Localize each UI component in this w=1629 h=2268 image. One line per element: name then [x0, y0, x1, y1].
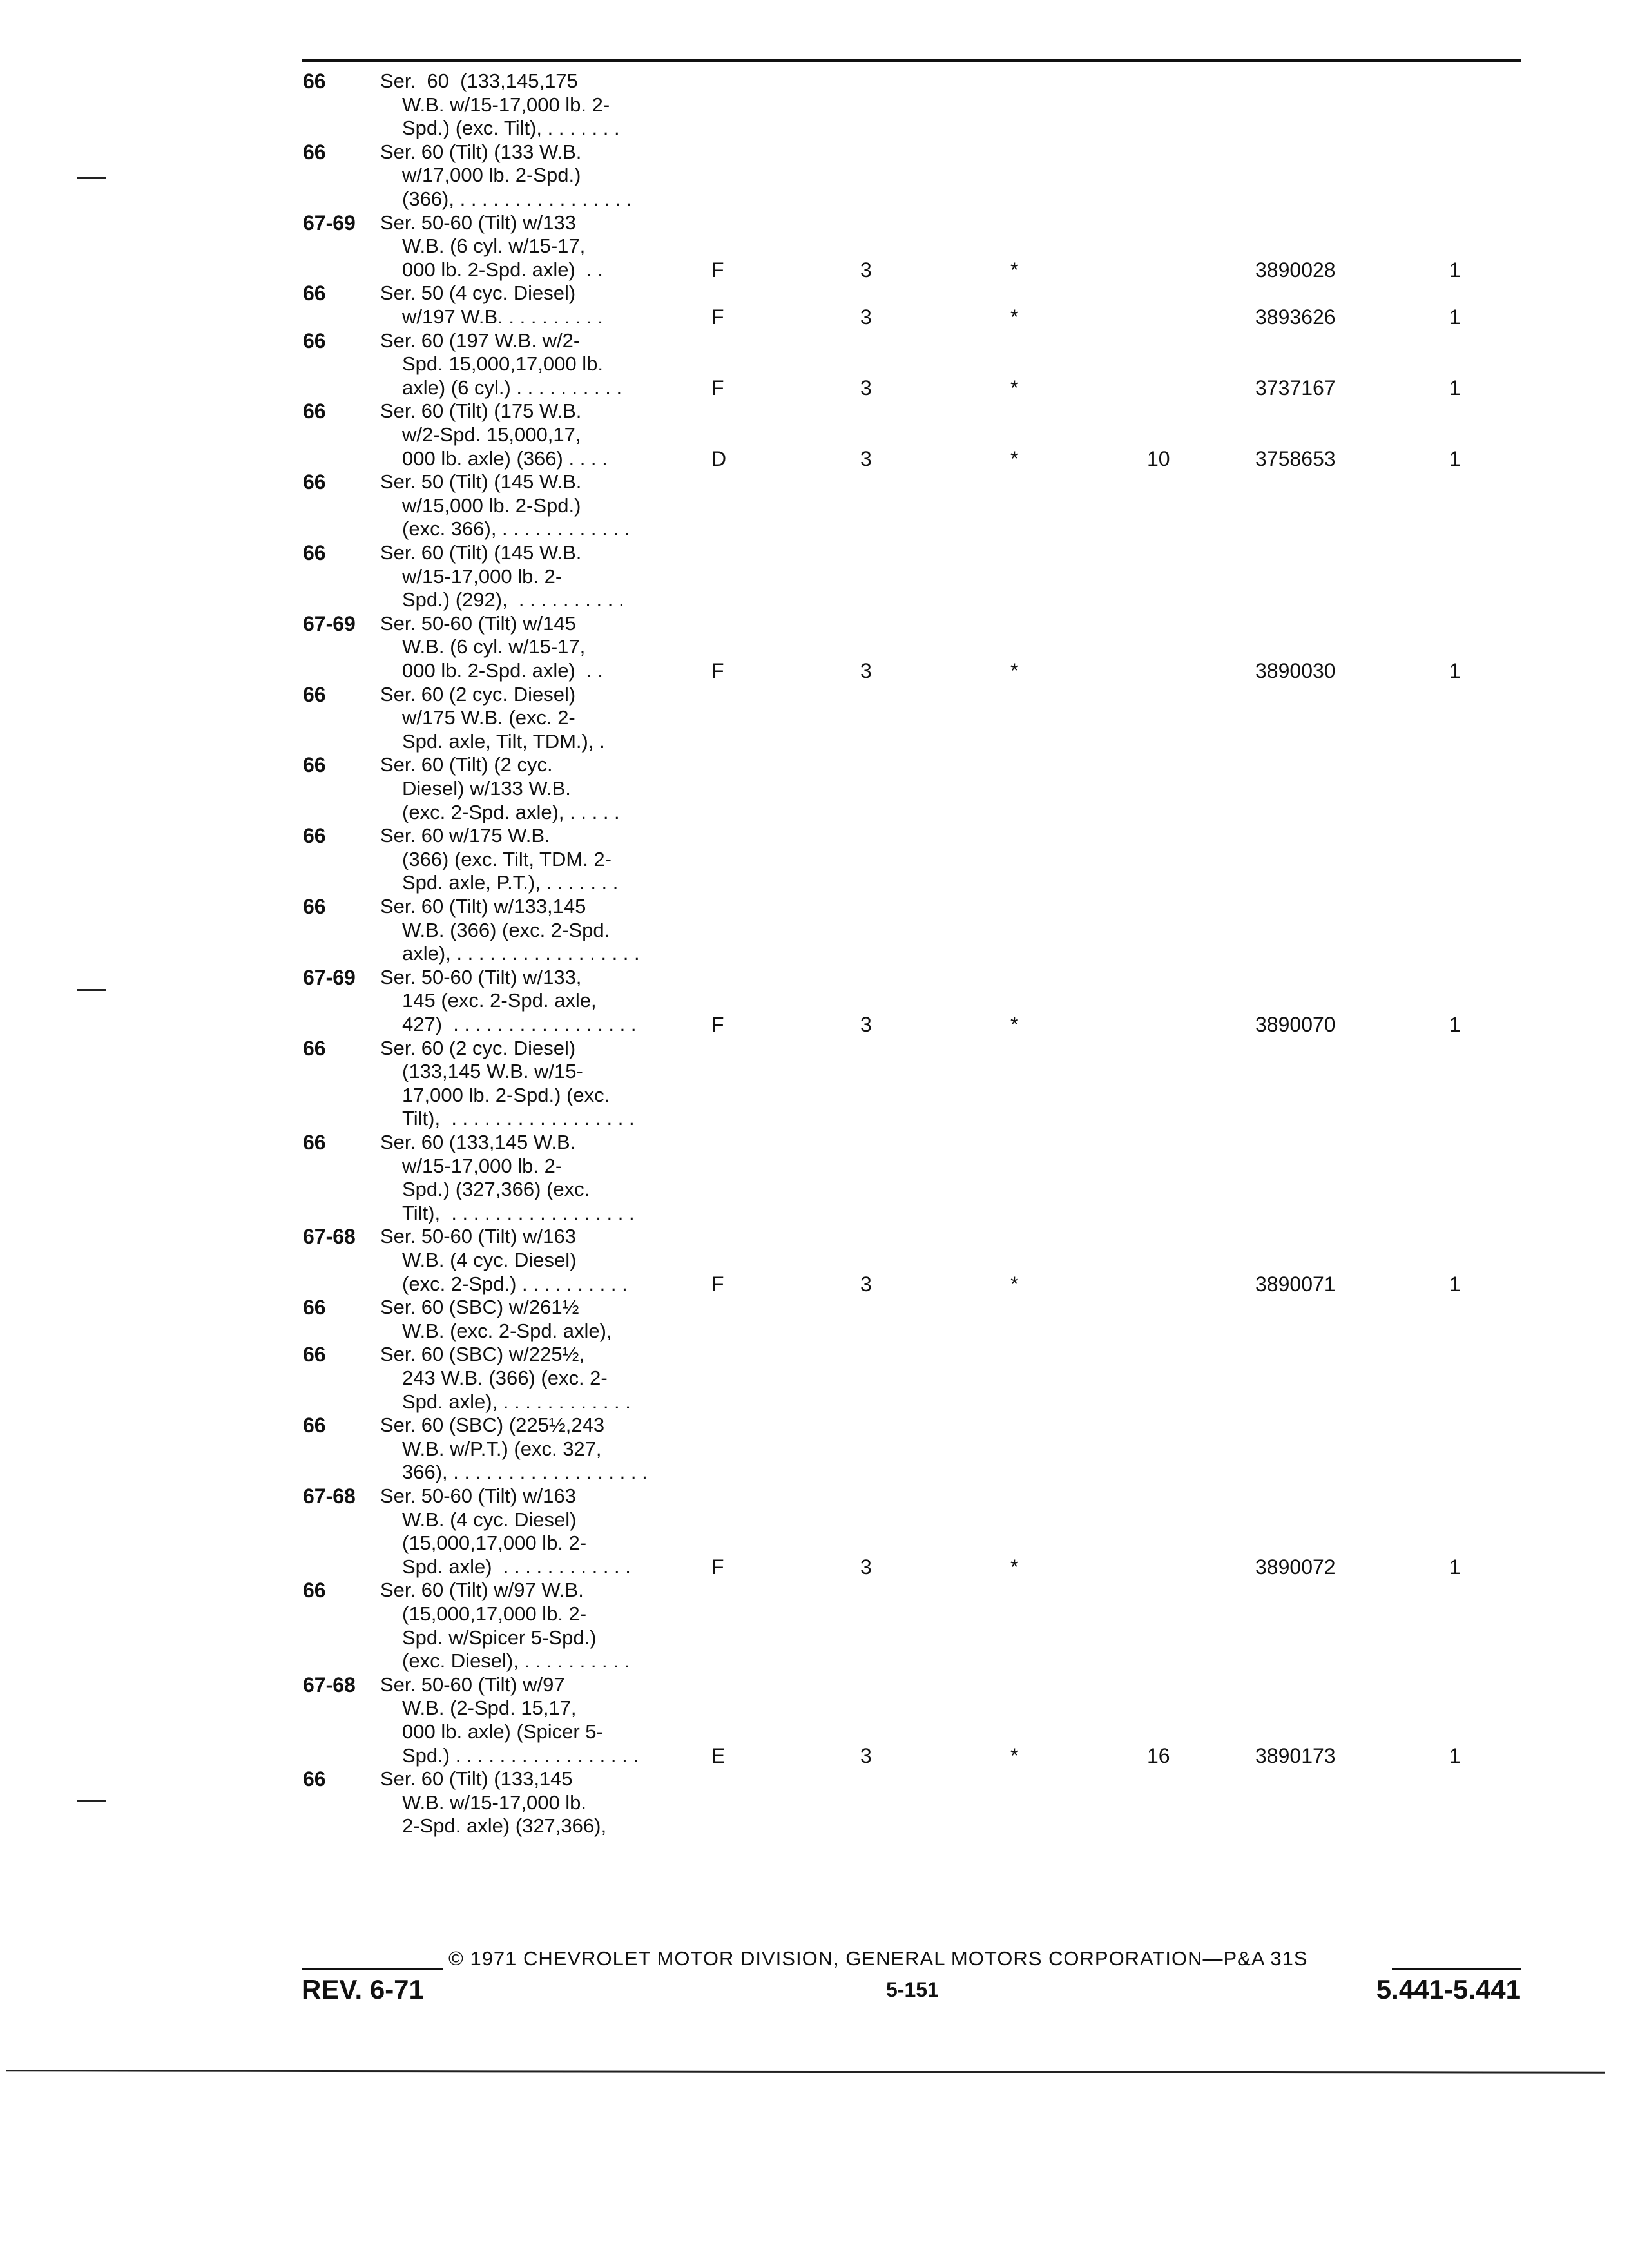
description-line: Spd.) (327,366) (exc.	[402, 1178, 590, 1201]
application-description	[380, 895, 657, 966]
usage-count: 1	[1449, 1272, 1461, 1296]
application-description	[380, 612, 657, 683]
description-line: w/175 W.B. (exc. 2-	[402, 706, 575, 729]
group-code: E	[711, 1744, 726, 1767]
description-line: Ser. 60 (2 cyc. Diesel)	[380, 1036, 576, 1059]
part-number: 3737167	[1255, 376, 1336, 399]
quantity: 3	[860, 258, 872, 282]
description-line: Spd.) . . . . . . . . . . . . . . . . .	[402, 1744, 639, 1767]
description-line: w/197 W.B. . . . . . . . . .	[402, 305, 603, 328]
model-year: 66	[303, 329, 326, 352]
usage-count: 1	[1449, 376, 1461, 399]
margin-mark	[77, 989, 106, 991]
description-line: Ser. 50 (Tilt) (145 W.B.	[380, 470, 582, 494]
description-line: Ser. 50-60 (Tilt) w/133,	[380, 965, 582, 988]
application-description	[380, 140, 657, 211]
copyright-notice: © 1971 CHEVROLET MOTOR DIVISION, GENERAL MOTORS CORPORATION—P&A 31S	[448, 1947, 1308, 1970]
description-line: Ser. 50-60 (Tilt) w/163	[380, 1485, 576, 1507]
illustration-number: 10	[1147, 447, 1170, 470]
description-line: Spd. axle), . . . . . . . . . . . .	[402, 1390, 631, 1413]
description-line: 366), . . . . . . . . . . . . . . . . . .	[402, 1461, 648, 1484]
part-number: 3890030	[1255, 658, 1336, 682]
description-line: Ser. 60 (Tilt) w/97 W.B.	[380, 1579, 584, 1602]
description-line: W.B. (6 cyl. w/15-17,	[402, 635, 586, 658]
application-description	[380, 282, 657, 329]
group-code: F	[711, 1012, 724, 1036]
description-line: 000 lb. 2-Spd. axle) . .	[402, 258, 603, 281]
quantity: 3	[860, 1555, 872, 1579]
description-line: axle), . . . . . . . . . . . . . . . . .	[402, 942, 640, 965]
application-description	[380, 1673, 657, 1767]
description-line: (exc. 366), . . . . . . . . . . . .	[402, 517, 630, 541]
application-description	[380, 1225, 657, 1296]
description-line: (366), . . . . . . . . . . . . . . . .	[402, 187, 632, 210]
part-number: 3890028	[1255, 258, 1336, 282]
application-description	[380, 1579, 657, 1673]
model-year: 66	[303, 753, 326, 777]
asterisk-mark: *	[1010, 1555, 1019, 1579]
margin-mark	[77, 1800, 106, 1802]
application-description	[380, 470, 657, 541]
usage-count: 1	[1449, 305, 1461, 329]
description-line: Ser. 50-60 (Tilt) w/145	[380, 611, 576, 635]
quantity: 3	[860, 305, 872, 329]
application-description	[380, 753, 657, 824]
quantity: 3	[860, 447, 872, 470]
description-line: Ser. 60 (Tilt) (145 W.B.	[380, 541, 582, 564]
description-line: W.B. (2-Spd. 15,17,	[402, 1696, 577, 1720]
model-year: 67-68	[303, 1485, 356, 1508]
part-number: 3893626	[1255, 305, 1336, 329]
asterisk-mark: *	[1010, 1012, 1019, 1036]
group-code: F	[711, 305, 724, 329]
description-line: Ser. 60 (2 cyc. Diesel)	[380, 682, 576, 706]
usage-count: 1	[1449, 1744, 1461, 1767]
description-line: (15,000,17,000 lb. 2-	[402, 1602, 587, 1625]
description-line: W.B. w/15-17,000 lb.	[402, 1791, 587, 1814]
description-line: 000 lb. axle) (Spicer 5-	[402, 1720, 603, 1743]
model-year: 66	[303, 470, 326, 494]
description-line: Ser. 60 (Tilt) w/133,145	[380, 895, 586, 918]
description-line: 243 W.B. (366) (exc. 2-	[402, 1366, 608, 1389]
description-line: Diesel) w/133 W.B.	[402, 776, 571, 800]
description-line: Spd.) (292), . . . . . . . . . .	[402, 588, 624, 611]
model-year: 67-68	[303, 1225, 356, 1249]
section-number: 5.441-5.441	[1376, 1974, 1521, 2004]
description-line: Ser. 60 (SBC) w/261½	[380, 1296, 579, 1319]
model-year: 66	[303, 824, 326, 848]
application-description	[380, 1296, 657, 1343]
margin-mark	[77, 177, 106, 179]
group-code: F	[711, 258, 724, 282]
description-line: Ser. 50 (4 cyc. Diesel)	[380, 282, 576, 305]
illustration-number: 16	[1147, 1744, 1170, 1767]
application-description	[380, 1037, 657, 1131]
application-description	[380, 1343, 657, 1414]
footer-rule	[302, 1968, 443, 1970]
quantity: 3	[860, 1012, 872, 1036]
description-line: Tilt), . . . . . . . . . . . . . . . . .	[402, 1201, 635, 1224]
model-year: 67-69	[303, 211, 356, 235]
usage-count: 1	[1449, 1012, 1461, 1036]
model-year: 66	[303, 399, 326, 423]
description-line: 145 (exc. 2-Spd. axle,	[402, 989, 597, 1012]
description-line: w/15-17,000 lb. 2-	[402, 564, 563, 588]
description-line: (exc. 2-Spd.) . . . . . . . . . .	[402, 1272, 628, 1295]
description-line: 427) . . . . . . . . . . . . . . . . .	[402, 1012, 637, 1035]
description-line: W.B. (6 cyl. w/15-17,	[402, 235, 586, 258]
group-code: D	[711, 447, 727, 470]
description-line: Spd. 15,000,17,000 lb.	[402, 352, 603, 376]
description-line: 2-Spd. axle) (327,366),	[402, 1814, 607, 1838]
application-description	[380, 824, 657, 895]
description-line: Ser. 60 (SBC) (225½,243	[380, 1414, 605, 1437]
application-description	[380, 966, 657, 1037]
asterisk-mark: *	[1010, 305, 1019, 329]
description-line: Ser. 60 (SBC) w/225½,	[380, 1343, 585, 1366]
usage-count: 1	[1449, 258, 1461, 282]
application-description	[380, 399, 657, 470]
footer-rule	[1392, 1968, 1521, 1970]
description-line: W.B. (exc. 2-Spd. axle),	[402, 1319, 612, 1342]
description-line: Ser. 60 (Tilt) (2 cyc.	[380, 753, 553, 776]
description-line: W.B. (4 cyc. Diesel)	[402, 1248, 577, 1271]
quantity: 3	[860, 376, 872, 399]
model-year: 66	[303, 682, 326, 706]
quantity: 3	[860, 1744, 872, 1767]
model-year: 66	[303, 895, 326, 918]
model-year: 66	[303, 1131, 326, 1154]
model-year: 66	[303, 1343, 326, 1367]
description-line: Ser. 60 (133,145,175	[380, 70, 578, 92]
description-line: w/17,000 lb. 2-Spd.)	[402, 164, 581, 187]
description-line: (133,145 W.B. w/15-	[402, 1060, 583, 1083]
model-year: 66	[303, 541, 326, 564]
asterisk-mark: *	[1010, 658, 1019, 682]
application-description	[380, 1767, 657, 1838]
model-year: 66	[303, 1296, 326, 1320]
description-line: Ser. 60 (197 W.B. w/2-	[380, 329, 581, 352]
application-description	[380, 70, 657, 140]
description-line: Spd. axle, P.T.), . . . . . . .	[402, 871, 619, 894]
model-year: 66	[303, 70, 326, 93]
application-description	[380, 683, 657, 754]
description-line: W.B. w/P.T.) (exc. 327,	[402, 1437, 602, 1460]
description-line: (366) (exc. Tilt, TDM. 2-	[402, 847, 612, 870]
description-line: w/2-Spd. 15,000,17,	[402, 423, 581, 446]
model-year: 66	[303, 282, 326, 305]
description-line: Ser. 50-60 (Tilt) w/163	[380, 1225, 576, 1248]
asterisk-mark: *	[1010, 376, 1019, 399]
part-number: 3758653	[1255, 447, 1336, 470]
model-year: 66	[303, 1414, 326, 1437]
description-line: W.B. (366) (exc. 2-Spd.	[402, 918, 610, 941]
description-line: 17,000 lb. 2-Spd.) (exc.	[402, 1083, 610, 1106]
application-description	[380, 1485, 657, 1579]
usage-count: 1	[1449, 658, 1461, 682]
description-line: Ser. 60 w/175 W.B.	[380, 824, 550, 847]
model-year: 66	[303, 1036, 326, 1060]
description-line: Ser. 60 (Tilt) (175 W.B.	[380, 399, 582, 423]
description-line: Ser. 50-60 (Tilt) w/97	[380, 1673, 565, 1696]
description-line: 000 lb. axle) (366) . . . .	[402, 447, 608, 470]
asterisk-mark: *	[1010, 447, 1019, 470]
part-number: 3890173	[1255, 1744, 1336, 1767]
model-year: 66	[303, 1579, 326, 1602]
description-line: Spd.) (exc. Tilt), . . . . . . .	[402, 117, 620, 140]
group-code: F	[711, 1272, 724, 1296]
description-line: Spd. axle, Tilt, TDM.), .	[402, 729, 605, 753]
group-code: F	[711, 1555, 724, 1579]
description-line: Spd. axle) . . . . . . . . . . . .	[402, 1555, 631, 1578]
model-year: 67-68	[303, 1673, 356, 1696]
model-year: 66	[303, 1767, 326, 1791]
description-line: axle) (6 cyl.) . . . . . . . . . .	[402, 376, 622, 399]
copyright-line	[302, 1946, 1521, 1972]
description-line: W.B. (4 cyc. Diesel)	[402, 1508, 577, 1531]
description-line: (exc. 2-Spd. axle), . . . . .	[402, 800, 620, 823]
application-description	[380, 1131, 657, 1225]
description-line: (exc. Diesel), . . . . . . . . . .	[402, 1649, 630, 1673]
description-line: Ser. 60 (Tilt) (133,145	[380, 1767, 573, 1791]
description-line: Tilt), . . . . . . . . . . . . . . . . .	[402, 1107, 635, 1130]
quantity: 3	[860, 1272, 872, 1296]
bottom-rule	[6, 2070, 1605, 2073]
part-number: 3890071	[1255, 1272, 1336, 1296]
description-line: 000 lb. 2-Spd. axle) . .	[402, 658, 603, 682]
asterisk-mark: *	[1010, 258, 1019, 282]
description-line: Ser. 60 (133,145 W.B.	[380, 1131, 576, 1153]
top-rule	[302, 59, 1521, 62]
description-line: Ser. 50-60 (Tilt) w/133	[380, 211, 576, 234]
application-description	[380, 211, 657, 282]
page-number: 5-151	[886, 1978, 939, 2001]
group-code: F	[711, 658, 724, 682]
model-year: 67-69	[303, 611, 356, 635]
revision-label: REV. 6-71	[302, 1974, 424, 2004]
usage-count: 1	[1449, 447, 1461, 470]
usage-count: 1	[1449, 1555, 1461, 1579]
description-line: w/15-17,000 lb. 2-	[402, 1154, 563, 1177]
part-number: 3890072	[1255, 1555, 1336, 1579]
quantity: 3	[860, 658, 872, 682]
application-description	[380, 329, 657, 400]
description-line: Spd. w/Spicer 5-Spd.)	[402, 1626, 597, 1649]
application-description	[380, 541, 657, 612]
part-number: 3890070	[1255, 1012, 1336, 1036]
description-line: W.B. w/15-17,000 lb. 2-	[402, 93, 610, 116]
asterisk-mark: *	[1010, 1272, 1019, 1296]
model-year: 66	[303, 140, 326, 164]
description-line: (15,000,17,000 lb. 2-	[402, 1532, 587, 1555]
group-code: F	[711, 376, 724, 399]
description-line: w/15,000 lb. 2-Spd.)	[402, 494, 581, 517]
model-year: 67-69	[303, 965, 356, 989]
application-description	[380, 1414, 657, 1485]
description-line: Ser. 60 (Tilt) (133 W.B.	[380, 140, 582, 163]
asterisk-mark: *	[1010, 1744, 1019, 1767]
